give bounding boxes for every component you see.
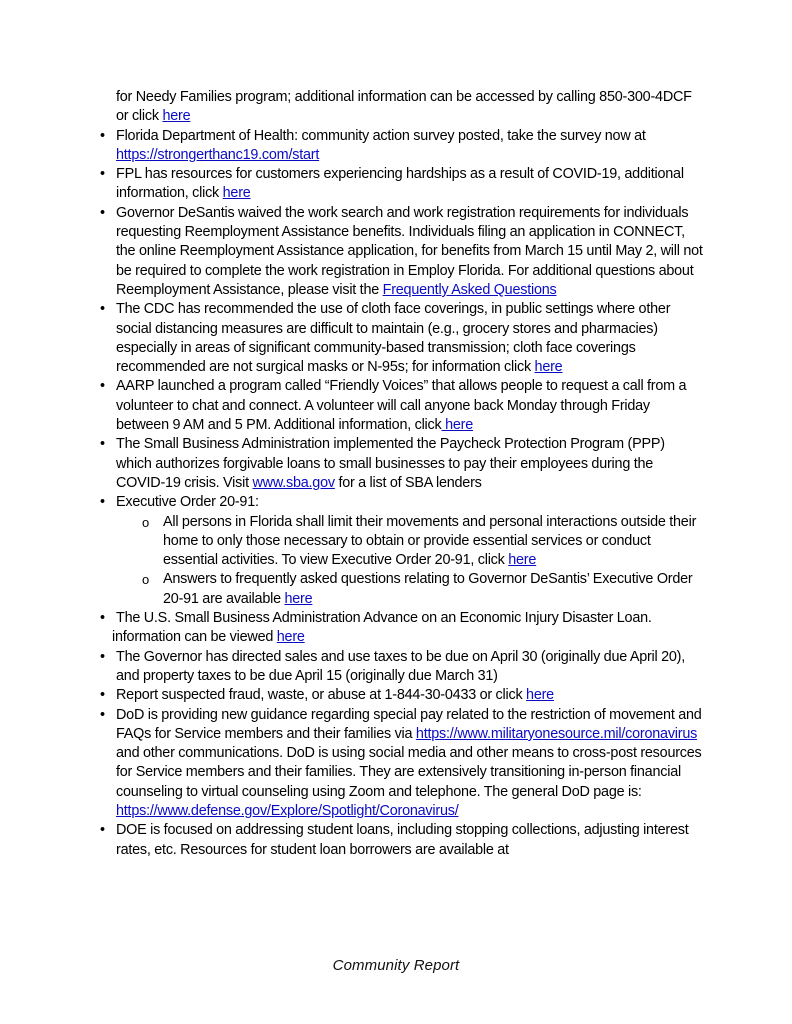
list-item — [100, 821, 704, 860]
text-run: and other communications. DoD is using social media and other means to cross-post resources for Service members and their families. They are extensively transitioning in-person financial counseling to virtual counseling using Zoom and telephone. The general DoD page is: — [116, 745, 702, 800]
list-item — [100, 648, 704, 687]
sub-list-item-text — [163, 571, 693, 606]
text-run: DOE is focused on addressing student loans, including stopping collections, adjusting interest rates, etc. Resources for student loan borrowers are available at — [116, 822, 689, 858]
list-item — [100, 204, 704, 300]
list-item — [100, 127, 704, 166]
continued-paragraph — [116, 88, 704, 127]
bullet-marker-icon: • — [100, 822, 105, 839]
list-item — [100, 706, 704, 822]
list-item-text — [116, 707, 702, 819]
hyperlink[interactable]: here — [526, 687, 554, 704]
sub-bullet-marker-icon: o — [142, 514, 150, 530]
list-item — [100, 377, 704, 435]
hyperlink[interactable]: https://www.militaryonesource.mil/coronavirus — [415, 725, 698, 742]
hyperlink[interactable]: www.sba.gov — [252, 474, 335, 491]
page-footer: Community Report — [332, 957, 460, 974]
list-item — [100, 435, 704, 493]
paragraph-text: for Needy Families program; additional information can be accessed by calling 850-300-4DCF or click — [116, 89, 692, 125]
text-run: Answers to frequently asked questions relating to Governor DeSantis’ Executive Order 20-91 are available — [163, 571, 693, 607]
hyperlink[interactable]: here — [284, 590, 313, 607]
text-run: All persons in Florida shall limit their movements and personal interactions outside their home to only those necessary to obtain or provide essential services or conduct essential activities. To view Executive Order 20-91, click — [163, 513, 697, 569]
bullet-list — [96, 127, 704, 860]
bullet-marker-icon: • — [100, 166, 105, 183]
list-item — [100, 493, 704, 512]
hyperlink[interactable]: here — [534, 359, 563, 376]
list-item-text — [112, 609, 704, 648]
sub-bullet-marker-icon: o — [142, 572, 150, 588]
list-item-text — [116, 687, 554, 703]
bullet-marker-icon: • — [100, 610, 105, 627]
sub-list-item — [142, 570, 704, 609]
list-item — [100, 300, 704, 377]
text-run: The Governor has directed sales and use taxes to be due on April 30 (originally due April 20), and property taxes to be due April 15 (originally due March 31) — [116, 648, 686, 684]
list-item-text — [116, 205, 703, 298]
text-run: The U.S. Small Business Administration Advance on an Economic Injury Disaster Loan. information can be viewed — [112, 610, 652, 646]
bullet-marker-icon: • — [100, 436, 105, 453]
list-item-text — [116, 128, 646, 163]
list-item-text — [116, 436, 665, 491]
text-run: DoD is providing new guidance regarding special pay related to the restriction of movement and FAQs for Service members and their families via — [116, 706, 702, 742]
document-body — [96, 88, 704, 860]
bullet-marker-icon: • — [100, 706, 105, 723]
hyperlink[interactable]: here — [508, 552, 537, 569]
hyperlink[interactable]: here — [276, 629, 305, 646]
sub-list-item — [142, 513, 704, 571]
bullet-marker-icon: • — [100, 301, 105, 318]
hyperlink[interactable]: Frequently Asked Questions — [382, 281, 557, 298]
list-item-text — [116, 649, 685, 684]
sub-bullet-list — [96, 513, 704, 609]
bullet-marker-icon: • — [100, 648, 105, 665]
text-run: Executive Order 20-91: — [116, 494, 259, 511]
hyperlink[interactable]: https://www.defense.gov/Explore/Spotlight/Coronavirus/ — [116, 802, 459, 819]
hyperlink[interactable]: here — [222, 185, 251, 202]
bullet-marker-icon: • — [100, 494, 105, 511]
list-item-text — [116, 822, 689, 857]
bullet-marker-icon: • — [100, 378, 105, 395]
hyperlink[interactable]: https://strongerthanc19.com/start — [116, 146, 320, 163]
list-item — [100, 165, 704, 204]
text-run: The Small Business Administration implemented the Paycheck Protection Program (PPP) which authorizes forgivable loans to small businesses to pay their employees during the COVID-19 crisis. Visit — [116, 436, 665, 491]
text-run: The CDC has recommended the use of cloth face coverings, in public settings where other social distancing measures are difficult to maintain (e.g., grocery stores and pharmacies) especially in areas of significant community-based transmission; cloth face coverings recommended are not surgical masks or N-95s; for information click — [116, 301, 671, 376]
text-run: Florida Department of Health: community action survey posted, take the survey now at — [116, 127, 646, 144]
list-item-text — [116, 166, 684, 201]
text-run: FPL has resources for customers experiencing hardships as a result of COVID-19, additional information, click — [116, 166, 684, 202]
text-run: Governor DeSantis waived the work search and work registration requirements for individuals requesting Reemployment Assistance benefits. Individuals filing an application in CONNECT, the online Reemployment Assistance application, for benefits from March 15 until May 2, will not be required to complete the work registration in Employ Florida. For additional questions about Reemployment Assistance, please visit the — [116, 204, 703, 298]
text-run: AARP launched a program called “Friendly Voices” that allows people to request a call from a volunteer to chat and connect. A volunteer will call anyone back Monday through Friday between 9 AM and 5 PM. Additional information, click — [116, 378, 687, 434]
hyperlink-here[interactable]: here — [162, 108, 191, 125]
bullet-marker-icon: • — [100, 127, 105, 144]
bullet-marker-icon: • — [100, 687, 105, 704]
sub-list-item-text — [163, 514, 696, 569]
list-item-text — [116, 301, 670, 375]
text-run: for a list of SBA lenders — [334, 474, 482, 491]
list-item — [100, 609, 704, 648]
hyperlink[interactable]: here — [441, 417, 474, 434]
list-item-text — [116, 378, 686, 433]
list-item — [100, 686, 704, 705]
bullet-marker-icon: • — [100, 204, 105, 221]
text-run: Report suspected fraud, waste, or abuse at 1-844-30-0433 or click — [116, 687, 527, 704]
list-item-text — [116, 494, 259, 510]
